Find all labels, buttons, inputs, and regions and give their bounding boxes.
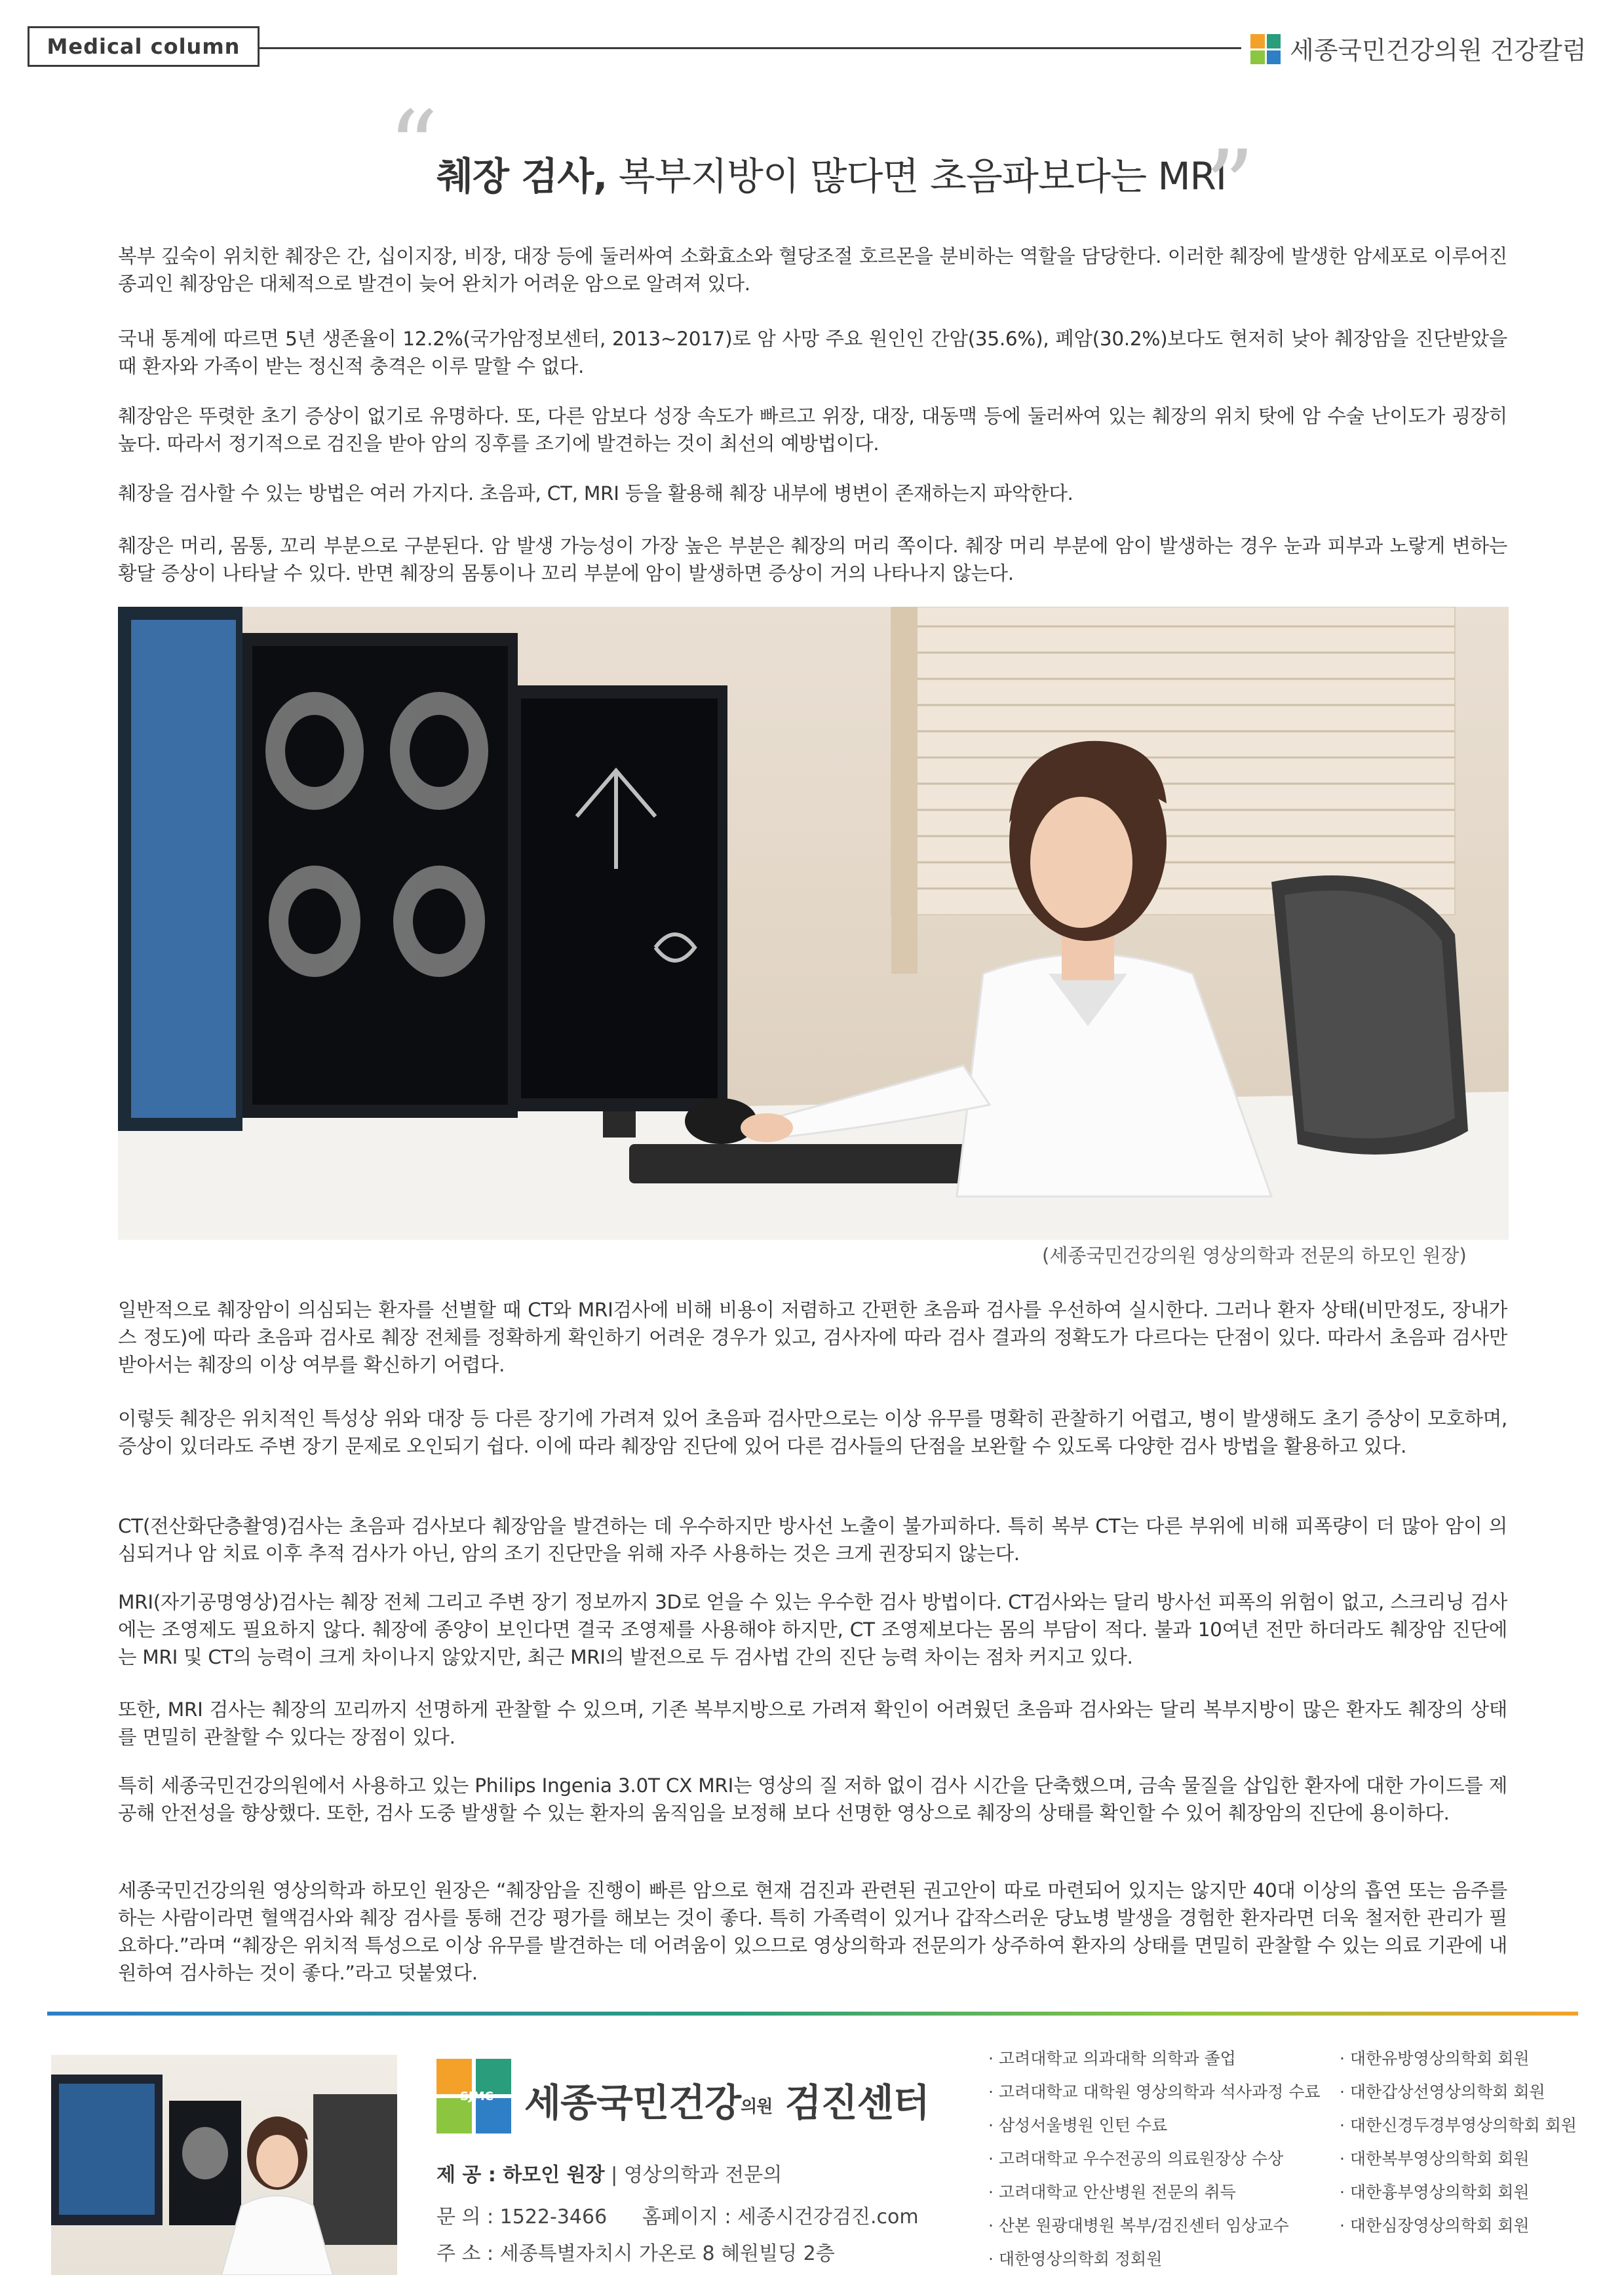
paragraph-6: 일반적으로 췌장암이 의심되는 환자를 선별할 때 CT와 MRI검사에 비해 비용이 저렴하고 간편한 초음파 검사를 우선하여 실시한다. 그러나 환자 상태(비만정도, 장내가스 정도)에 따라 초음파 검사로 췌장 전체를 정확하게 확인하기 어려운 경우가 있고, 검사자에 따라 검사 결과의 정확도가 다르다는 단점이 있다. 따라서 초음파 검사만 받아서는 췌장의 이상 여부를 확신하기 어렵다. xyxy=(118,1299,1507,1376)
career-right-5: · 대한흉부영상의학회 회원 xyxy=(1340,2183,1530,2202)
career-right-1: · 대한유방영상의학회 회원 xyxy=(1340,2049,1530,2068)
contact-homepage[interactable]: 홈페이지 : 세종시건강검진.com xyxy=(642,2206,919,2229)
header-rule xyxy=(260,47,1241,49)
paragraph-11: 특히 세종국민건강의원에서 사용하고 있는 Philips Ingenia 3.0T CX MRI는 영상의 질 저하 없이 검사 시간을 단축했으며, 금속 물질을 삽입한 환자에 대한 가이드를 제공해 안전성을 향상했다. 또한, 검사 도중 발생할 수 있는 환자의 움직임을 보정해 보다 선명한 영상으로 췌장의 상태를 확인할 수 있어 췌장암의 진단에 용이하다. xyxy=(118,1774,1508,1824)
paragraph-9: MRI(자기공명영상)검사는 췌장 전체 그리고 주변 장기 정보까지 3D로 얻을 수 있는 우수한 검사 방법이다. CT검사와는 달리 방사선 피폭의 위험이 없고, 스크리닝 검사에는 조영제도 필요하지 않다. 췌장에 종양이 보인다면 결국 조영제를 사용해야 하지만, CT 조영제보다는 몸의 부담이 적다. 불과 10여년 전만 하더라도 췌장암 진단에는 MRI 및 CT의 능력이 크게 차이나지 않았지만, 최근 MRI의 발전으로 두 검사법 간의 진단 능력 차이는 점차 커지고 있다. xyxy=(118,1591,1507,1668)
doctor-reading-mri-illustration xyxy=(118,607,1509,1240)
open-quote-icon: “ xyxy=(388,90,438,204)
career-left-2: · 고려대학교 대학원 영상의학과 석사과정 수료 xyxy=(988,2082,1321,2101)
paragraph-4: 췌장을 검사할 수 있는 방법은 여러 가지다. 초음파, CT, MRI 등을 활용해 췌장 내부에 병변이 존재하는지 파악한다. xyxy=(118,482,1073,505)
column-tag: Medical column xyxy=(28,26,260,67)
contact-address: 주 소 : 세종특별자치시 가온로 8 혜원빌딩 2층 xyxy=(436,2242,835,2265)
career-left-1: · 고려대학교 의과대학 의학과 졸업 xyxy=(988,2049,1236,2068)
career-right-3: · 대한신경두경부영상의학회 회원 xyxy=(1340,2116,1577,2135)
provider-role: | 영상의학과 전문의 xyxy=(604,2164,783,2187)
paragraph-10: 또한, MRI 검사는 췌장의 꼬리까지 선명하게 관찰할 수 있으며, 기존 복부지방으로 가려져 확인이 어려웠던 초음파 검사와는 달리 복부지방이 많은 환자도 췌장의 상태를 면밀히 관찰할 수 있다는 장점이 있다. xyxy=(118,1698,1507,1748)
career-left-5: · 고려대학교 안산병원 전문의 취득 xyxy=(988,2183,1236,2202)
career-left-3: · 삼성서울병원 인턴 수료 xyxy=(988,2116,1168,2135)
paragraph-1: 복부 깊숙이 위치한 췌장은 간, 십이지장, 비장, 대장 등에 둘러싸여 소화효소와 혈당조절 호르몬을 분비하는 역할을 담당한다. 이러한 췌장에 발생한 암세포로 이루어진 종괴인 췌장암은 대체적으로 발견이 늦어 완치가 어려운 암으로 알려져 있다. xyxy=(118,245,1507,295)
paragraph-5: 췌장은 머리, 몸통, 꼬리 부분으로 구분된다. 암 발생 가능성이 가장 높은 부분은 췌장의 머리 쪽이다. 췌장 머리 부분에 암이 발생하는 경우 눈과 피부과 노랗게 변하는 황달 증상이 나타날 수 있다. 반면 췌장의 몸통이나 꼬리 부분에 암이 발생하면 증상이 거의 나타나지 않는다. xyxy=(118,535,1507,584)
provider xyxy=(436,2158,782,2187)
paragraph-7: 이렇듯 췌장은 위치적인 특성상 위와 대장 등 다른 장기에 가려져 있어 초음파 검사만으로는 이상 유무를 명확히 관찰하기 어렵고, 병이 발생해도 초기 증상이 모호하며, 증상이 있더라도 주변 장기 문제로 오인되기 쉽다. 이에 따라 췌장암 진단에 있어 다른 검사들의 단점을 보완할 수 있도록 다양한 검사 방법을 활용하고 있다. xyxy=(118,1407,1507,1457)
title-rest: 복부지방이 많다면 초음파보다는 MRI xyxy=(607,154,1226,199)
close-quote-icon: ” xyxy=(1205,130,1255,244)
career-right-6: · 대한심장영상의학회 회원 xyxy=(1340,2216,1530,2235)
title-bold: 췌장 검사, xyxy=(436,154,608,199)
article-title xyxy=(436,145,1226,201)
career-right-4: · 대한복부영상의학회 회원 xyxy=(1340,2149,1530,2168)
career-left-7: · 대한영상의학회 정회원 xyxy=(988,2249,1163,2268)
career-left-6: · 산본 원광대병원 복부/검진센터 임상교수 xyxy=(988,2216,1289,2235)
photo-caption: (세종국민건강의원 영상의학과 전문의 하모인 원장) xyxy=(1042,1244,1467,1267)
paragraph-8: CT(전산화단층촬영)검사는 초음파 검사보다 췌장암을 발견하는 데 우수하지만 방사선 노출이 불가피하다. 특히 복부 CT는 다른 부위에 비해 피폭량이 더 많아 암이 의심되거나 암 치료 이후 추적 검사가 아닌, 암의 조기 진단만을 위해 자주 사용하는 것은 크게 권장되지 않는다. xyxy=(118,1515,1507,1565)
paragraph-3: 췌장암은 뚜렷한 초기 증상이 없기로 유명하다. 또, 다른 암보다 성장 속도가 빠르고 위장, 대장, 대동맥 등에 둘러싸여 있는 췌장의 위치 탓에 암 수술 난이도가 굉장히 높다. 따라서 정기적으로 검진을 받아 암의 징후를 조기에 발견하는 것이 최선의 예방법이다. xyxy=(118,405,1507,455)
career-left-4: · 고려대학교 우수전공의 의료원장상 수상 xyxy=(988,2149,1284,2168)
doctor-portrait-illustration xyxy=(51,2055,397,2275)
doctor-portrait xyxy=(51,2055,397,2275)
paragraph-2: 국내 통계에 따르면 5년 생존율이 12.2%(국가암정보센터, 2013~2017)로 암 사망 주요 원인인 간암(35.6%), 폐암(30.2%)보다도 현저히 낮아 췌장암을 진단받았을 때 환자와 가족이 받는 정신적 충격은 이루 말할 수 없다. xyxy=(118,328,1507,377)
footer-brand xyxy=(524,2072,929,2127)
header-brand: 세종국민건강의원 건강칼럼 xyxy=(1290,36,1587,65)
article-photo xyxy=(118,607,1509,1240)
provider-label: 제 공 : 하모인 원장 xyxy=(436,2164,605,2187)
brand-small: 의원 xyxy=(741,2097,773,2117)
clinic-logo-icon xyxy=(1250,34,1281,64)
footer-gradient-rule xyxy=(47,2012,1578,2016)
brand-tail: 검진센터 xyxy=(784,2080,929,2125)
paragraph-12: 세종국민건강의원 영상의학과 하모인 원장은 “췌장암을 진행이 빠른 암으로 현재 검진과 관련된 권고안이 따로 마련되어 있지는 않지만 40대 이상의 흡연 또는 음주를 하는 사람이라면 혈액검사와 췌장 검사를 통해 건강 평가를 해보는 것이 좋다. 특히 가족력이 있거나 갑작스러운 당뇨병 발생을 경험한 환자라면 더욱 철저한 관리가 필요하다.”라며 “췌장은 위치적 특성으로 이상 유무를 발견하는 데 어려움이 있으므로 영상의학과 전문의가 상주하여 환자의 상태를 면밀히 관찰할 수 있는 의료 기관에 내원하여 검사하는 것이 좋다.”라고 덧붙였다. xyxy=(118,1879,1507,1984)
logo-sjmc-text: SJMC xyxy=(460,2090,493,2103)
brand-main: 세종국민건강 xyxy=(524,2080,741,2125)
contact-phone: 문 의 : 1522-3466 xyxy=(436,2206,608,2229)
career-right-2: · 대한갑상선영상의학회 회원 xyxy=(1340,2082,1545,2101)
